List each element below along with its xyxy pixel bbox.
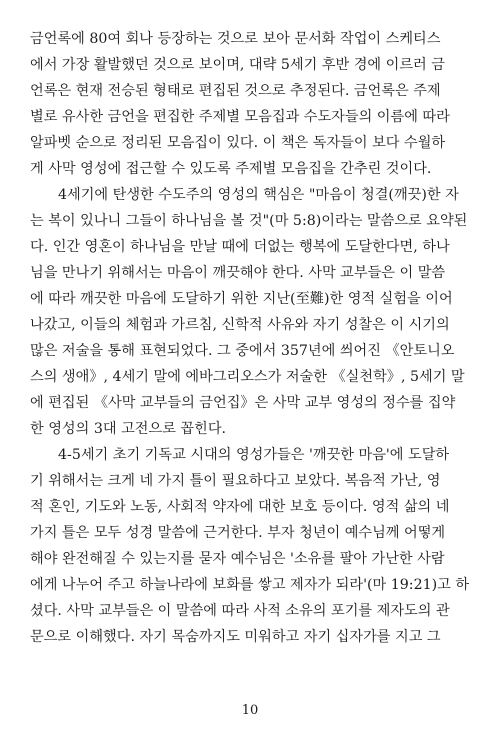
- text-line: 기 위해서는 크게 네 가지 틀이 필요하다고 보았다. 복음적 가난, 영: [30, 473, 441, 489]
- text-line: 많은 저술을 통해 표현되었다. 그 중에서 357년에 씌어진 《안토니오: [30, 343, 455, 359]
- body-text: [30, 26, 472, 650]
- paragraph-first-line: 4세기에 탄생한 수도주의 영성의 핵심은 "마음이 청결(깨끗)한 자: [58, 187, 459, 203]
- text-line: 가지 틀은 모두 성경 말씀에 근거한다. 부자 청년이 예수님께 어떻게: [30, 525, 446, 541]
- text-line: 해야 완전해질 수 있는지를 묻자 예수님은 '소유를 팔아 가난한 사람: [30, 551, 445, 567]
- page-number: 10: [241, 703, 259, 718]
- text-line: 게 사막 영성에 접근할 수 있도록 주제별 모음집을 간추린 것이다.: [30, 161, 432, 177]
- text-line: 적 혼인, 기도와 노동, 사회적 약자에 대한 보호 등이다. 영적 삶의 네: [30, 499, 450, 515]
- text-line: 스의 생애》, 4세기 말에 에바그리오스가 저술한 《실천학》, 5세기 말: [30, 369, 465, 385]
- paragraph-first-line: 4-5세기 초기 기독교 시대의 영성가들은 '깨끗한 마음'에 도달하: [58, 447, 450, 463]
- text-line: 다. 인간 영혼이 하나님을 만날 때에 더없는 행복에 도달한다면, 하나: [30, 239, 450, 255]
- text-line: 나갔고, 이들의 체험과 가르침, 신학적 사유와 자기 성찰은 이 시기의: [30, 317, 450, 333]
- text-line: 한 영성의 3대 고전으로 꼽힌다.: [30, 421, 227, 437]
- text-line: 에서 가장 활발했던 것으로 보이며, 대략 5세기 후반 경에 이르러 금: [30, 57, 445, 73]
- text-line: 에 편집된 《사막 교부들의 금언집》은 사막 교부 영성의 정수를 집약: [30, 395, 456, 411]
- text-line: 알파벳 순으로 정리된 모음집이 있다. 이 책은 독자들이 보다 수월하: [30, 135, 446, 151]
- text-line: 금언록에 80여 회나 등장하는 것으로 보아 문서화 작업이 스케티스: [30, 31, 441, 47]
- text-line: 에 따라 깨끗한 마음에 도달하기 위한 지난(至難)한 영적 실험을 이어: [30, 291, 453, 307]
- text-line: 문으로 이해했다. 자기 목숨까지도 미워하고 자기 십자가를 지고 그: [30, 629, 441, 645]
- text-line: 별로 유사한 금언을 편집한 주제별 모음집과 수도자들의 이름에 따라: [30, 109, 450, 125]
- text-line: 셨다. 사막 교부들은 이 말씀에 따라 사적 소유의 포기를 제자도의 관: [30, 603, 450, 619]
- text-line: 언록은 현재 전승된 형태로 편집된 것으로 추정된다. 금언록은 주제: [30, 83, 441, 99]
- text-line: 에게 나누어 주고 하늘나라에 보화를 쌓고 제자가 되라'(마 19:21)고 하: [30, 577, 470, 593]
- text-line: 님을 만나기 위해서는 마음이 깨끗해야 한다. 사막 교부들은 이 말씀: [30, 265, 446, 281]
- text-line: 는 복이 있나니 그들이 하나님을 볼 것"(마 5:8)이라는 말씀으로 요약된: [30, 213, 468, 229]
